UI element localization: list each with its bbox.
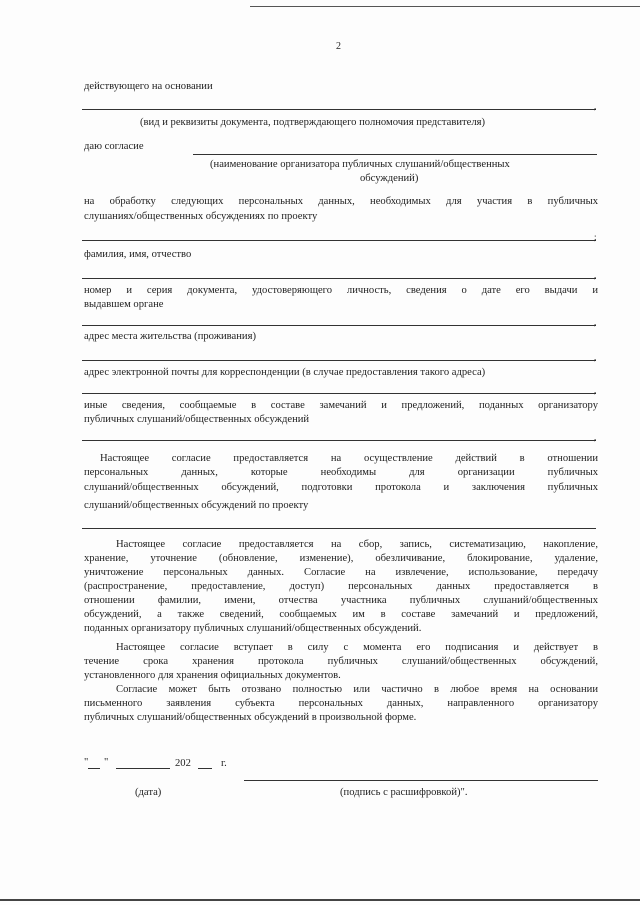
purpose-line-3: слушаний/общественных обсуждений, подготовки протокола и заключения публичных xyxy=(84,482,598,493)
line-end-comma: , xyxy=(594,352,597,362)
other-info-line[interactable] xyxy=(82,440,596,441)
address-line[interactable] xyxy=(82,360,596,361)
organizer-line[interactable] xyxy=(193,154,597,155)
line-end-comma: , xyxy=(594,317,597,327)
document-line[interactable] xyxy=(82,325,596,326)
p1-line-2: хранение, уточнение (обновление, изменение), обезличивание, блокирование, удаление, xyxy=(84,553,598,564)
p2-line-1: Настоящее согласие вступает в силу с момента его подписания и действует в xyxy=(116,642,598,653)
consent-to-label: даю согласие xyxy=(84,141,144,152)
bottom-edge-line xyxy=(0,899,640,901)
p3-line-1: Согласие может быть отозвано полностью или частично в любое время на основании xyxy=(116,684,598,695)
other-info-line-1: иные сведения, сообщаемые в составе замечаний и предложений, поданных организатору xyxy=(84,400,598,411)
line-end-semicolon: ; xyxy=(594,232,597,242)
line-end-comma: , xyxy=(594,432,597,442)
address-label: адрес места жительства (проживания) xyxy=(84,331,256,342)
purpose-line-4: слушаний/общественных обсуждений по проекту xyxy=(84,500,309,511)
year-suffix: г. xyxy=(221,758,227,769)
signature-label: (подпись с расшифровкой)". xyxy=(340,787,468,798)
date-quote-close: " xyxy=(104,757,109,768)
purpose-line-2: персональных данных, которые необходимы для организации публичных xyxy=(84,467,598,478)
p1-line-5: отношении фамилии, имени, отчества участника публичных слушаний/общественных xyxy=(84,595,598,606)
year-line[interactable] xyxy=(198,768,212,769)
year-prefix: 202 xyxy=(175,758,191,769)
p2-line-3: установленного для хранения официальных документов. xyxy=(84,670,341,681)
processing-line-1: на обработку следующих персональных данных, необходимых для участия в публичных xyxy=(84,196,598,207)
purpose-project-line[interactable] xyxy=(82,528,596,529)
date-label: (дата) xyxy=(135,787,162,798)
organizer-hint-1: (наименование организатора публичных слушаний/общественных xyxy=(210,159,510,170)
signature-line[interactable] xyxy=(244,780,598,781)
fio-label: фамилия, имя, отчество xyxy=(84,249,192,260)
other-info-line-2: публичных слушаний/общественных обсуждений xyxy=(84,414,310,425)
p3-line-2: письменного заявления субъекта персональных данных, направленного организатору xyxy=(84,698,598,709)
date-quote-open: " xyxy=(84,757,89,768)
acting-basis-hint: (вид и реквизиты документа, подтверждающего полномочия представителя) xyxy=(140,117,486,128)
p1-line-1: Настоящее согласие предоставляется на сбор, запись, систематизацию, накопление, xyxy=(116,539,598,550)
p1-line-6: обсуждений, а также сведений, сообщаемых им в составе замечаний и предложений, xyxy=(84,609,598,620)
top-edge-line xyxy=(250,6,640,7)
fio-line[interactable] xyxy=(82,278,596,279)
p2-line-2: течение срока хранения протокола публичных слушаний/общественных обсуждений, xyxy=(84,656,598,667)
email-line[interactable] xyxy=(82,393,596,394)
month-line[interactable] xyxy=(116,768,170,769)
p3-line-3: публичных слушаний/общественных обсуждений в произвольной форме. xyxy=(84,712,417,723)
page-number: 2 xyxy=(336,41,341,52)
acting-basis-label: действующего на основании xyxy=(84,81,213,92)
line-end-comma: , xyxy=(594,270,597,280)
email-label: адрес электронной почты для корреспонденции (в случае предоставления такого адреса) xyxy=(84,367,486,378)
line-end-comma: , xyxy=(594,101,597,111)
p1-line-4: (распространение, предоставление, доступ) персональных данных предоставляется в xyxy=(84,581,598,592)
line-end-comma: , xyxy=(594,385,597,395)
document-line-2: выдавшем органе xyxy=(84,299,164,310)
project-line[interactable] xyxy=(82,240,596,241)
day-line[interactable] xyxy=(88,768,100,769)
organizer-hint-2: обсуждений) xyxy=(360,173,419,184)
acting-basis-line[interactable] xyxy=(82,109,596,110)
purpose-line-1: Настоящее согласие предоставляется на осуществление действий в отношении xyxy=(100,453,598,464)
processing-line-2: слушаниях/общественных обсуждениях по проекту xyxy=(84,211,318,222)
document-line-1: номер и серия документа, удостоверяющего личность, сведения о дате его выдачи и xyxy=(84,285,598,296)
p1-line-3: уничтожение персональных данных. Согласие на извлечение, использование, передачу xyxy=(84,567,598,578)
p1-line-7: поданных организатору публичных слушаний/общественных обсуждений. xyxy=(84,623,422,634)
